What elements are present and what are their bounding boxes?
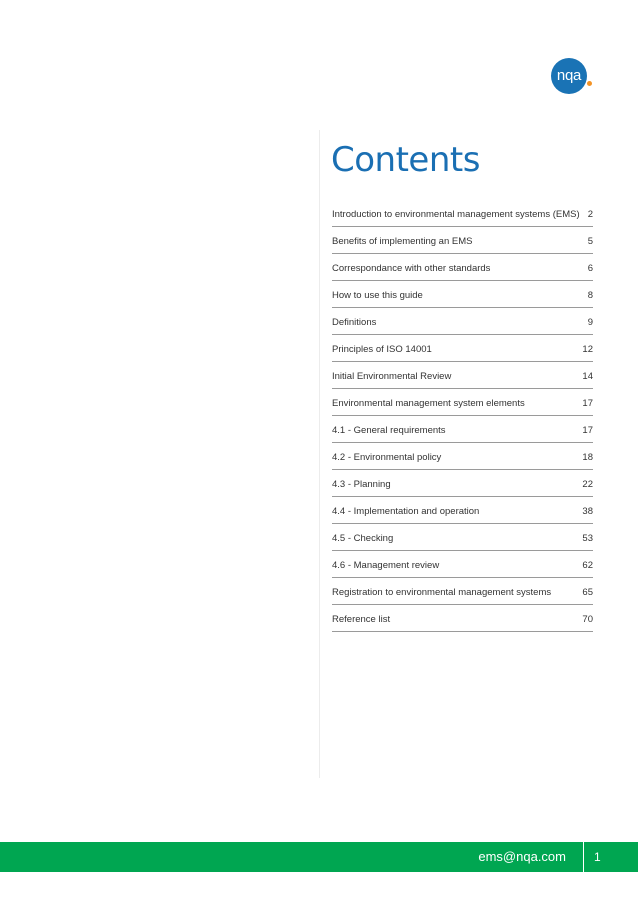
toc-entry-page: 8	[587, 290, 593, 301]
toc-entry-page: 14	[582, 371, 593, 382]
toc-entry-page: 5	[587, 236, 593, 247]
table-of-contents	[332, 202, 593, 632]
toc-entry-page: 70	[582, 614, 593, 625]
toc-entry-label: Registration to environmental management systems	[332, 587, 552, 598]
toc-entry-label: Correspondance with other standards	[332, 263, 491, 274]
toc-entry-page: 9	[587, 317, 593, 328]
toc-entry-page: 2	[587, 209, 593, 220]
toc-entry-label: 4.6 - Management review	[332, 560, 440, 571]
toc-entry-label: Environmental management system elements	[332, 398, 525, 409]
footer-divider	[583, 842, 584, 872]
toc-entry[interactable]	[332, 551, 593, 578]
toc-entry[interactable]	[332, 362, 593, 389]
column-divider	[319, 130, 320, 778]
toc-entry-label: Principles of ISO 14001	[332, 344, 432, 355]
toc-entry[interactable]	[332, 308, 593, 335]
toc-entry-page: 53	[582, 533, 593, 544]
page-title: Contents	[331, 140, 480, 180]
toc-entry-label: Benefits of implementing an EMS	[332, 236, 473, 247]
toc-entry-label: How to use this guide	[332, 290, 423, 301]
toc-entry-page: 12	[582, 344, 593, 355]
toc-entry[interactable]	[332, 389, 593, 416]
toc-entry-label: 4.1 - General requirements	[332, 425, 446, 436]
toc-entry-page: 62	[582, 560, 593, 571]
nqa-logo	[551, 58, 587, 94]
toc-entry-label: 4.5 - Checking	[332, 533, 394, 544]
toc-entry[interactable]	[332, 497, 593, 524]
toc-entry-page: 22	[582, 479, 593, 490]
toc-entry-page: 6	[587, 263, 593, 274]
toc-entry[interactable]	[332, 335, 593, 362]
page-number: 1	[594, 850, 601, 864]
toc-entry-page: 17	[582, 425, 593, 436]
toc-entry-label: 4.2 - Environmental policy	[332, 452, 442, 463]
logo-dot-icon	[587, 81, 592, 86]
toc-entry[interactable]	[332, 524, 593, 551]
toc-entry[interactable]	[332, 605, 593, 632]
toc-entry[interactable]	[332, 578, 593, 605]
toc-entry[interactable]	[332, 281, 593, 308]
footer-email-link[interactable]: ems@nqa.com	[478, 849, 566, 864]
toc-entry-label: Reference list	[332, 614, 391, 625]
toc-entry[interactable]	[332, 470, 593, 497]
footer-bar	[0, 842, 638, 872]
toc-entry[interactable]	[332, 202, 593, 227]
toc-entry-page: 38	[582, 506, 593, 517]
toc-entry-label: 4.3 - Planning	[332, 479, 391, 490]
toc-entry-page: 18	[582, 452, 593, 463]
toc-entry[interactable]	[332, 416, 593, 443]
toc-entry-page: 65	[582, 587, 593, 598]
toc-entry[interactable]	[332, 254, 593, 281]
toc-entry-label: Initial Environmental Review	[332, 371, 452, 382]
toc-entry[interactable]	[332, 227, 593, 254]
nqa-logo-text: nqa	[556, 67, 582, 84]
toc-entry-label: 4.4 - Implementation and operation	[332, 506, 480, 517]
toc-entry[interactable]	[332, 443, 593, 470]
toc-entry-label: Definitions	[332, 317, 377, 328]
toc-entry-label: Introduction to environmental management systems (EMS)	[332, 209, 580, 220]
toc-entry-page: 17	[582, 398, 593, 409]
